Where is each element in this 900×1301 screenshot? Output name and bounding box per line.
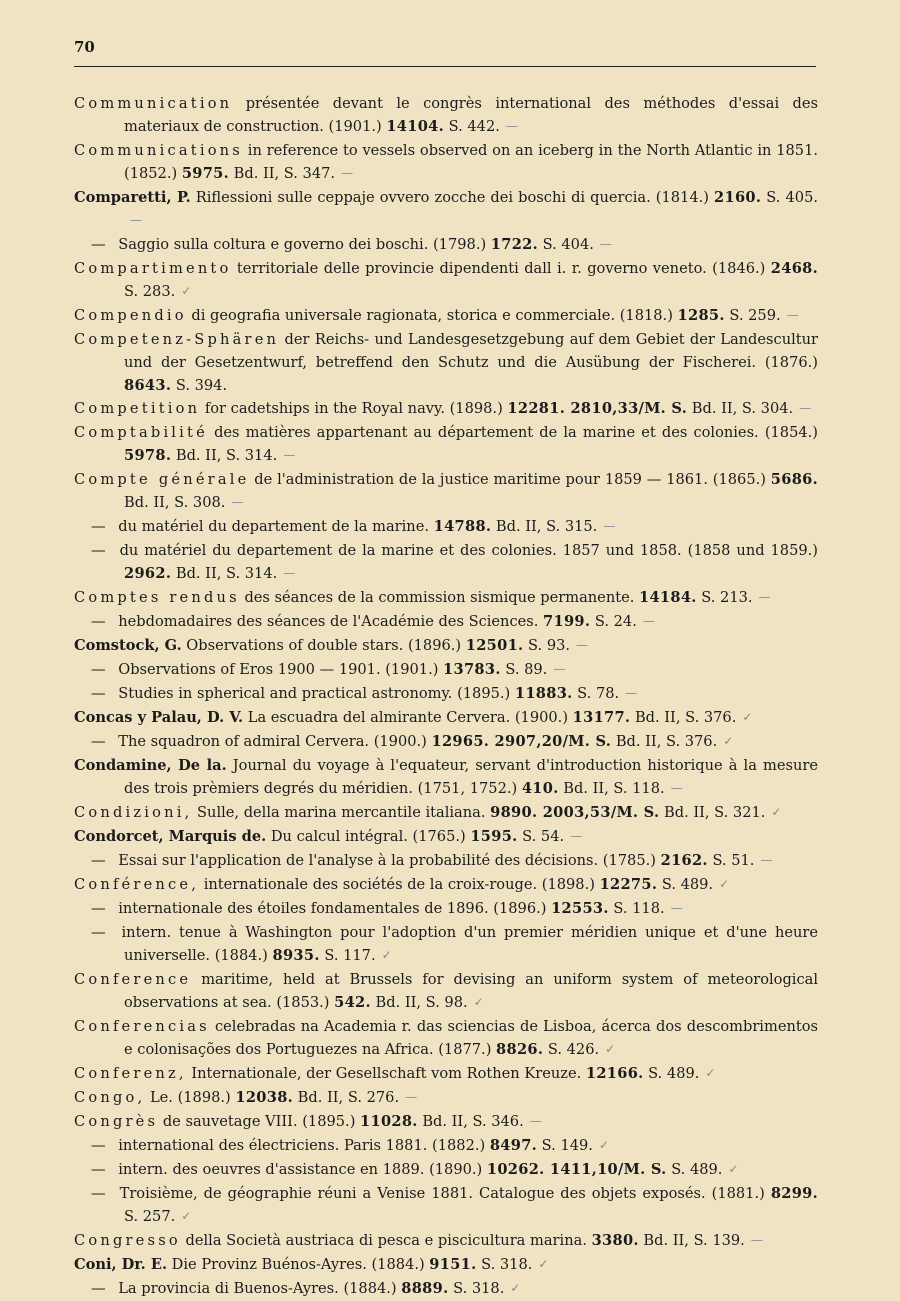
pencil-dash-icon: — (570, 829, 583, 843)
repeat-dash: — (91, 1137, 111, 1154)
entry-text: La provincia di Buenos-Ayres. (1884.) (118, 1280, 402, 1297)
entry-text: Observations of double stars. (1896.) (181, 637, 466, 654)
entry-text: Riflessioni sulle ceppaje ovvero zocche dei boschi di quercia. (1814.) (190, 189, 715, 206)
pencil-check-icon: ✓ (719, 877, 730, 891)
pencil-check-icon: ✓ (510, 1281, 521, 1295)
index-entry (74, 706, 818, 730)
pencil-check-icon: ✓ (598, 1138, 609, 1152)
index-entry (74, 328, 818, 397)
entry-heading: Conferenz, (74, 1065, 187, 1082)
pencil-dash-icon: — (529, 1114, 542, 1128)
entry-heading: Congo, (74, 1089, 146, 1106)
page-reference: S. 405. (761, 189, 818, 206)
page-reference: Bd. II, S. 276. (293, 1089, 400, 1106)
page-reference: S. 118. (608, 900, 665, 917)
entry-text: celebradas na Academia r. das sciencias de Lisboa, ácerca dos descombrimentos e colonisações dos Portuguezes na Africa. (1877.) (124, 1018, 818, 1058)
catalog-number: 8299. (770, 1185, 819, 1202)
index-entry (74, 968, 818, 1015)
repeat-dash: — (91, 542, 112, 559)
catalog-number: 11028. (360, 1113, 418, 1130)
repeat-dash: — (91, 661, 111, 678)
page-reference: Bd. II, S. 139. (638, 1232, 745, 1249)
pencil-dash-icon: — (576, 638, 589, 652)
entry-text: internationale des sociétés de la croix-rouge. (1898.) (199, 876, 600, 893)
entry-heading: Conférence, (74, 876, 200, 893)
repeat-dash: — (91, 685, 111, 702)
index-entry (74, 139, 818, 186)
page-reference: S. 213. (696, 589, 753, 606)
page-reference: S. 426. (543, 1041, 600, 1058)
repeat-dash: — (91, 924, 114, 941)
header-rule (74, 66, 816, 67)
page-reference: S. 54. (517, 828, 565, 845)
catalog-number: 12038. (235, 1089, 294, 1106)
index-entry (74, 1229, 818, 1253)
entry-text: for cadetships in the Royal navy. (1898.) (200, 400, 508, 417)
page-reference: S. 117. (319, 947, 376, 964)
pencil-dash-icon: — (799, 401, 812, 415)
entry-text: Sulle, della marina mercantile italiana. (192, 804, 491, 821)
entry-heading: Compendio (74, 307, 187, 324)
catalog-number: 2468. (770, 260, 818, 277)
catalog-number: 12275. (599, 876, 658, 893)
index-subentry (74, 897, 818, 921)
index-entry (74, 634, 818, 658)
entry-heading: Communication (74, 95, 233, 112)
entry-text: des séances de la commission sismique permanente. (239, 589, 639, 606)
page-number: 70 (74, 38, 95, 56)
entry-heading: Communications (74, 142, 243, 159)
repeat-dash: — (91, 900, 111, 917)
index-entry (74, 397, 818, 421)
entry-heading: Comptabilité (74, 424, 208, 441)
entry-text: maritime, held at Brussels for devising an uniform system of meteorological observations at sea. (1853.) (124, 971, 818, 1011)
pencil-check-icon: ✓ (473, 995, 484, 1009)
index-entry (74, 92, 818, 139)
index-subentry (74, 1158, 818, 1182)
page-reference: Bd. II, S. 98. (370, 994, 468, 1011)
page-reference: S. 442. (444, 118, 500, 135)
page-reference: S. 489. (666, 1161, 723, 1178)
entry-text: Le. (1898.) (145, 1089, 236, 1106)
pencil-dash-icon: — (130, 213, 142, 227)
pencil-check-icon: ✓ (705, 1066, 716, 1080)
index-subentry (74, 849, 818, 873)
pencil-dash-icon: — (231, 495, 244, 509)
pencil-dash-icon: — (283, 566, 296, 580)
catalog-number: 8826. (496, 1041, 544, 1058)
entry-text: in reference to vessels observed on an iceberg in the North Atlantic in 1851. (1852.) (124, 142, 818, 182)
page-reference: Bd. II, S. 347. (229, 165, 336, 182)
pencil-dash-icon: — (341, 166, 354, 180)
repeat-dash: — (91, 236, 111, 253)
catalog-number: 9890. 2003,53/M. S. (490, 804, 660, 821)
pencil-dash-icon: — (603, 519, 616, 533)
pencil-check-icon: ✓ (723, 734, 734, 748)
entry-heading: Concas y Palau, D. V. (74, 709, 244, 726)
entry-text: de l'administration de la justice maritime pour 1859 — 1861. (1865.) (249, 471, 771, 488)
page-reference: S. 283. (124, 283, 176, 300)
entry-text: territoriale delle provincie dipendenti dall i. r. governo veneto. (1846.) (231, 260, 771, 277)
pencil-dash-icon: — (599, 237, 612, 251)
catalog-number: 11883. (514, 685, 573, 702)
pencil-check-icon: ✓ (181, 284, 192, 298)
entry-text: intern. des oeuvres d'assistance en 1889. (1890.) (118, 1161, 487, 1178)
pencil-check-icon: ✓ (728, 1162, 739, 1176)
catalog-number: 1722. (490, 236, 538, 253)
entry-text: Observations of Eros 1900 — 1901. (1901.) (118, 661, 444, 678)
entry-text: de sauvetage VIII. (1895.) (158, 1113, 361, 1130)
index-subentry (74, 1134, 818, 1158)
pencil-dash-icon: — (405, 1090, 418, 1104)
index-subentry (74, 233, 818, 257)
page-reference: Bd. II, S. 346. (417, 1113, 524, 1130)
page-reference: S. 489. (643, 1065, 700, 1082)
catalog-number: 2160. (714, 189, 762, 206)
page-reference: Bd. II, S. 376. (630, 709, 737, 726)
repeat-dash: — (91, 1161, 111, 1178)
entry-text: Journal du voyage à l'equateur, servant d'introduction historique à la mesure des trois prèmiers degrés du méridien. (1751, 1752.) (124, 757, 818, 797)
page-reference: S. 89. (500, 661, 548, 678)
page-reference: S. 257. (124, 1208, 176, 1225)
pencil-check-icon: ✓ (181, 1209, 192, 1223)
page-reference: S. 24. (590, 613, 637, 630)
catalog-number: 12553. (551, 900, 609, 917)
entry-heading: Compte générale (74, 471, 250, 488)
catalog-number: 8935. (272, 947, 320, 964)
catalog-number: 12166. (585, 1065, 644, 1082)
entry-text: Troisième, de géographie réuni a Venise 1881. Catalogue des objets exposés. (1881.) (119, 1185, 771, 1202)
entry-heading: Coni, Dr. E. (74, 1256, 168, 1273)
pencil-dash-icon: — (786, 308, 799, 322)
index-entry (74, 186, 818, 233)
catalog-number: 14104. (386, 118, 444, 135)
pencil-dash-icon: — (642, 614, 655, 628)
index-subentry (74, 1182, 818, 1229)
entry-heading: Conferencias (74, 1018, 210, 1035)
page-reference: Bd. II, S. 314. (171, 565, 278, 582)
catalog-number: 8497. (489, 1137, 538, 1154)
entry-heading: Conference (74, 971, 192, 988)
entry-text: Essai sur l'application de l'analyse à la probabilité des décisions. (1785.) (118, 852, 661, 869)
entry-text: Die Provinz Buénos-Ayres. (1884.) (167, 1256, 430, 1273)
catalog-number: 13783. (443, 661, 501, 678)
page-reference: Bd. II, S. 315. (491, 518, 598, 535)
catalog-number: 410. (521, 780, 559, 797)
entry-heading: Congrès (74, 1113, 159, 1130)
entry-text: La escuadra del almirante Cervera. (1900.) (243, 709, 573, 726)
catalog-number: 5686. (770, 471, 818, 488)
catalog-number: 12281. 2810,33/M. S. (507, 400, 688, 417)
catalog-number: 12501. (465, 637, 524, 654)
index-subentry (74, 515, 818, 539)
catalog-number: 10262. 1411,10/M. S. (486, 1161, 667, 1178)
catalog-number: 5978. (124, 447, 172, 464)
entry-text: internationale des étoiles fondamentales de 1896. (1896.) (118, 900, 552, 917)
entry-heading: Condorcet, Marquis de. (74, 828, 267, 845)
repeat-dash: — (91, 852, 111, 869)
repeat-dash: — (91, 1185, 112, 1202)
entry-text: international des électriciens. Paris 1881. (1882.) (118, 1137, 490, 1154)
catalog-number: 12965. 2907,20/M. S. (431, 733, 612, 750)
index-entry (74, 257, 818, 304)
entry-text: di geografia universale ragionata, storica e commerciale. (1818.) (186, 307, 678, 324)
index-entry (74, 304, 818, 328)
entry-heading: Condizioni, (74, 804, 193, 821)
index-entry (74, 754, 818, 801)
index-entry (74, 873, 818, 897)
catalog-number: 542. (334, 994, 371, 1011)
repeat-dash: — (91, 518, 111, 535)
catalog-number: 9151. (429, 1256, 477, 1273)
pencil-check-icon: ✓ (605, 1042, 616, 1056)
catalog-number: 2162. (660, 852, 708, 869)
index-entry (74, 586, 818, 610)
entry-heading: Comstock, G. (74, 637, 182, 654)
index-entry (74, 801, 818, 825)
entry-heading: Competition (74, 400, 201, 417)
index-subentry (74, 682, 818, 706)
catalog-number: 7199. (543, 613, 591, 630)
entry-text: du matériel du departement de la marine et des colonies. 1857 und 1858. (1858 und 1859.) (119, 542, 818, 559)
index-subentry (74, 539, 818, 586)
pencil-dash-icon: — (625, 686, 638, 700)
catalog-number: 13177. (572, 709, 631, 726)
pencil-dash-icon: — (670, 901, 683, 915)
entry-heading: Condamine, De la. (74, 757, 227, 774)
entry-text: Studies in spherical and practical astronomy. (1895.) (118, 685, 515, 702)
repeat-dash: — (91, 613, 111, 630)
entry-text: des matières appartenant au département de la marine et des colonies. (1854.) (207, 424, 818, 441)
catalog-number: 3380. (591, 1232, 639, 1249)
entry-heading: Competenz-Sphären (74, 331, 280, 348)
index-subentry (74, 658, 818, 682)
entry-text: intern. tenue à Washington pour l'adoption d'un premier méridien unique et d'une heure universelle. (1884.) (121, 924, 818, 964)
catalog-number: 1285. (677, 307, 725, 324)
entry-text: The squadron of admiral Cervera. (1900.) (118, 733, 432, 750)
pencil-check-icon: ✓ (538, 1257, 549, 1271)
page-reference: Bd. II, S. 376. (611, 733, 718, 750)
entry-text: Du calcul intégral. (1765.) (266, 828, 471, 845)
entry-text: hebdomadaires des séances de l'Académie des Sciences. (118, 613, 544, 630)
index-subentry (74, 921, 818, 968)
page-reference: Bd. II, S. 118. (558, 780, 665, 797)
page-reference: S. 318. (448, 1280, 505, 1297)
pencil-dash-icon: — (505, 119, 518, 133)
pencil-dash-icon: — (758, 590, 771, 604)
index-entry (74, 1062, 818, 1086)
repeat-dash: — (91, 1280, 111, 1297)
pencil-dash-icon: — (283, 448, 296, 462)
entry-heading: Compartimento (74, 260, 232, 277)
page-reference: S. 404. (538, 236, 594, 253)
entry-heading: Comparetti, P. (74, 189, 191, 206)
catalog-number: 1595. (470, 828, 518, 845)
entry-heading: Comptes rendus (74, 589, 240, 606)
page-reference: Bd. II, S. 321. (659, 804, 766, 821)
catalog-number: 8889. (401, 1280, 449, 1297)
entry-text: Saggio sulla coltura e governo dei boschi. (1798.) (118, 236, 491, 253)
pencil-dash-icon: — (750, 1233, 763, 1247)
entry-text: der Reichs- und Landesgesetzgebung auf dem Gebiet der Landescultur und der Gesetzentwurf, betreffend den Schutz und die Ausübung der Fischerei. (1876.) (124, 331, 818, 371)
index-entry (74, 1086, 818, 1110)
catalog-number: 2962. (124, 565, 172, 582)
page-reference: Bd. II, S. 308. (124, 494, 226, 511)
index-entry (74, 1015, 818, 1062)
index-subentry (74, 730, 818, 754)
entry-heading: Congresso (74, 1232, 181, 1249)
page-reference: S. 93. (523, 637, 571, 654)
entry-text: présentée devant le congrès international des méthodes d'essai des materiaux de construction. (1901.) (124, 95, 818, 135)
index-entries (74, 92, 818, 1301)
index-entry (74, 825, 818, 849)
catalog-number: 5975. (181, 165, 230, 182)
repeat-dash: — (91, 733, 111, 750)
pencil-dash-icon: — (760, 853, 773, 867)
page-reference: Bd. II, S. 314. (171, 447, 278, 464)
pencil-check-icon: ✓ (381, 948, 392, 962)
page-reference: S. 149. (537, 1137, 593, 1154)
entry-text: Internationale, der Gesellschaft vom Rothen Kreuze. (186, 1065, 586, 1082)
index-entry (74, 468, 818, 515)
pencil-dash-icon: — (670, 781, 683, 795)
pencil-dash-icon: — (553, 662, 566, 676)
entry-text: della Società austriaca di pesca e piscicultura marina. (180, 1232, 592, 1249)
index-entry (74, 1110, 818, 1134)
index-entry (74, 1253, 818, 1277)
page-reference: S. 51. (707, 852, 755, 869)
page-reference: S. 489. (657, 876, 714, 893)
pencil-check-icon: ✓ (771, 805, 782, 819)
page-reference: S. 318. (476, 1256, 533, 1273)
page-reference: S. 394. (171, 377, 228, 394)
catalog-number: 14184. (639, 589, 697, 606)
pencil-check-icon: ✓ (742, 710, 753, 724)
page-reference: S. 78. (572, 685, 620, 702)
catalog-number: 8643. (124, 377, 172, 394)
entry-text: du matériel du departement de la marine. (118, 518, 434, 535)
catalog-number: 14788. (433, 518, 492, 535)
index-subentry (74, 610, 818, 634)
index-entry (74, 421, 818, 468)
page-reference: S. 259. (724, 307, 781, 324)
page-reference: Bd. II, S. 304. (687, 400, 794, 417)
